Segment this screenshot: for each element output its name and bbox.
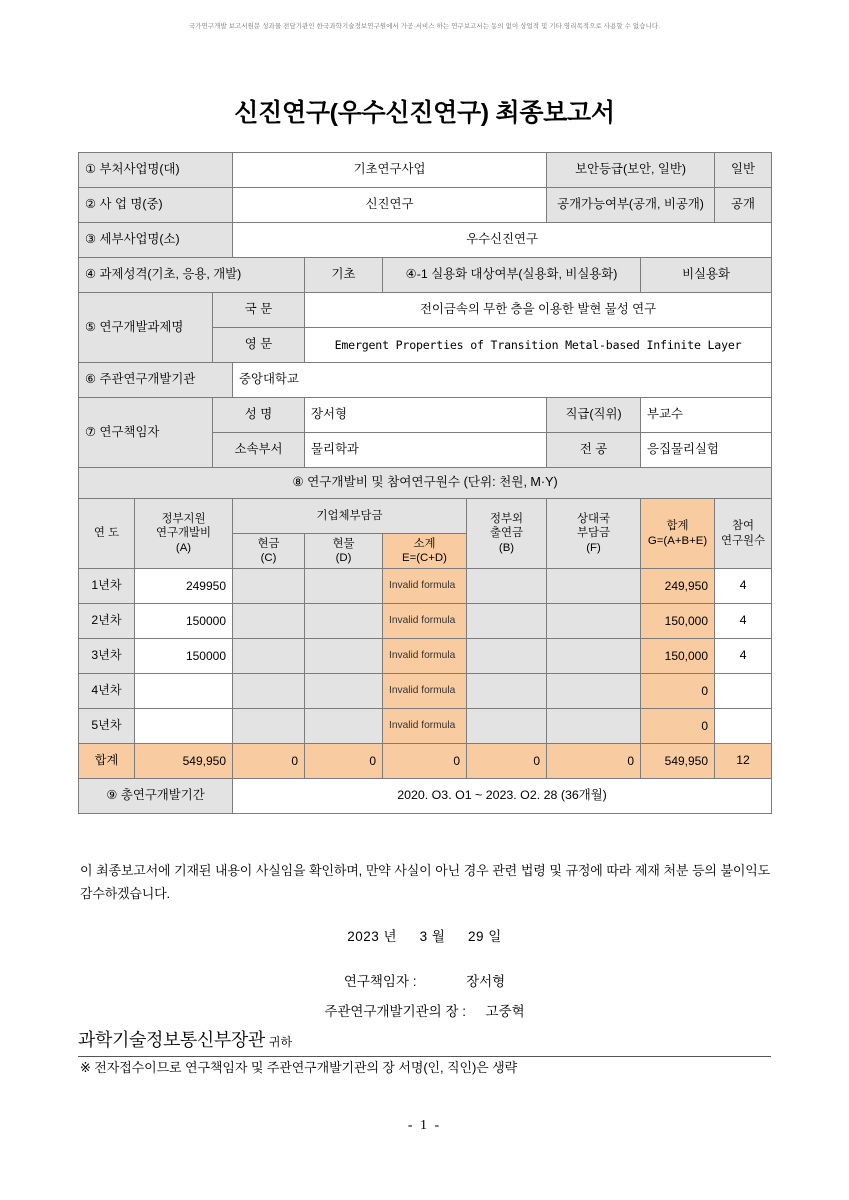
budget-header-cash: [233, 534, 305, 569]
budget-cell-subtotal: Invalid formula: [383, 639, 467, 674]
signature-pi-label: 연구책임자 :: [343, 974, 417, 989]
budget-total-researchers: 12: [715, 744, 772, 779]
label-pi-position: 직급(직위): [547, 398, 641, 433]
budget-header-inkind-line1: 현물: [332, 537, 355, 550]
budget-table-row: [79, 709, 772, 744]
value-pi-major: 응집물리실험: [641, 433, 772, 468]
signature-year-unit: 년: [383, 929, 398, 944]
label-principal-investigator: ⑦ 연구책임자: [79, 398, 213, 468]
budget-cell-subtotal: Invalid formula: [383, 604, 467, 639]
table-row-project-title-korean: [79, 293, 772, 328]
budget-header-nongov-line3: (B): [498, 541, 515, 554]
budget-cell-researchers: [715, 674, 772, 709]
budget-cell-total: 0: [641, 674, 715, 709]
signature-day: 29: [467, 929, 484, 944]
budget-total-row: [79, 744, 772, 779]
budget-cell-inkind: [305, 604, 383, 639]
budget-cell-nongov: [467, 639, 547, 674]
signature-month-unit: 월: [431, 929, 446, 944]
page-number: - 1 -: [407, 1118, 442, 1133]
label-english-title: 영 문: [213, 328, 305, 363]
value-host-organization: 중앙대학교: [233, 363, 772, 398]
footnote-text: ※ 전자접수이므로 연구책임자 및 주관연구개발기관의 장 서명(인, 직인)은 생략: [80, 1060, 518, 1075]
budget-table-row: [79, 569, 772, 604]
budget-cell-gov-fund: [135, 709, 233, 744]
budget-header-partner-line2: 부담금: [577, 527, 611, 540]
signature-day-unit: 일: [488, 929, 502, 944]
budget-cell-year: 4년차: [79, 674, 135, 709]
budget-header-partner-line3: (F): [586, 541, 601, 554]
budget-total-cash: 0: [233, 744, 305, 779]
budget-table-caption-row: [79, 468, 772, 499]
declaration-text: 이 최종보고서에 기재된 내용이 사실임을 확인하며, 만약 사실이 아닌 경우 관련 법령 및 규정에 따라 제재 처분 등의 불이익도 감수하겠습니다.: [80, 863, 770, 901]
budget-total-nongov: 0: [467, 744, 547, 779]
value-ministry-program: 기초연구사업: [233, 153, 547, 188]
budget-header-cash-line2: (C): [260, 552, 277, 564]
budget-cell-inkind: [305, 569, 383, 604]
table-row-ministry-program: [79, 153, 772, 188]
budget-cell-partner: [547, 674, 641, 709]
value-pi-department: 물리학과: [305, 433, 547, 468]
budget-cell-total: 0: [641, 709, 715, 744]
signature-org-head-label: 주관연구개발기관의 장 :: [324, 1004, 466, 1019]
addressee-block: [78, 1026, 771, 1057]
table-row-project-type: [79, 258, 772, 293]
label-disclosure: 공개가능여부(공개, 비공개): [547, 188, 715, 223]
budget-cell-nongov: [467, 604, 547, 639]
budget-cell-cash: [233, 569, 305, 604]
budget-header-cash-line1: 현금: [257, 537, 280, 550]
budget-cell-gov-fund: 249950: [135, 569, 233, 604]
signature-org-head-name: 고중혁: [485, 1004, 525, 1019]
budget-cell-cash: [233, 604, 305, 639]
budget-cell-nongov: [467, 709, 547, 744]
budget-cell-partner: [547, 639, 641, 674]
budget-cell-partner: [547, 569, 641, 604]
budget-header-total: [641, 499, 715, 569]
budget-header-subtotal: [383, 534, 467, 569]
table-row-program-name: [79, 188, 772, 223]
label-project-type: ④ 과제성격(기초, 응용, 개발): [79, 258, 305, 293]
value-commercialization: 비실용화: [641, 258, 772, 293]
label-commercialization: ④-1 실용화 대상여부(실용화, 비실용화): [383, 258, 641, 293]
budget-cell-gov-fund: 150000: [135, 639, 233, 674]
label-program-name: ② 사 업 명(중): [79, 188, 233, 223]
budget-cell-gov-fund: [135, 674, 233, 709]
budget-cell-year: 3년차: [79, 639, 135, 674]
budget-cell-subtotal: Invalid formula: [383, 709, 467, 744]
budget-header-nongov-line1: 정부외: [490, 513, 524, 526]
budget-header-inkind-line2: (D): [335, 552, 352, 564]
value-korean-title: 전이금속의 무한 층을 이용한 발현 물성 연구: [305, 293, 772, 328]
table-row-pi-name: [79, 398, 772, 433]
page-title: 신진연구(우수신진연구) 최종보고서: [234, 99, 615, 127]
value-research-period: 2020. O3. O1 ~ 2023. O2. 28 (36개월): [233, 779, 772, 814]
budget-cell-gov-fund: 150000: [135, 604, 233, 639]
budget-header-total-line2: G=(A+B+E): [647, 534, 708, 547]
budget-total-inkind: 0: [305, 744, 383, 779]
budget-cell-cash: [233, 639, 305, 674]
value-program-name: 신진연구: [233, 188, 547, 223]
table-row-research-period: [79, 779, 772, 814]
value-english-title: Emergent Properties of Transition Metal-based Infinite Layer: [305, 328, 772, 363]
budget-header-partner-line1: 상대국: [577, 513, 611, 526]
budget-header-subtotal-line2: E=(C+D): [402, 552, 447, 564]
value-security-grade: 일반: [715, 153, 772, 188]
budget-cell-nongov: [467, 674, 547, 709]
budget-cell-partner: [547, 709, 641, 744]
signature-principal-investigator: [0, 970, 849, 990]
budget-cell-researchers: [715, 709, 772, 744]
budget-header-company-group: 기업체부담금: [233, 499, 467, 534]
budget-table-row: [79, 674, 772, 709]
budget-header-row-1: [79, 499, 772, 534]
budget-cell-inkind: [305, 674, 383, 709]
signature-organization-head: [0, 1000, 849, 1020]
budget-cell-year: 2년차: [79, 604, 135, 639]
budget-header-inkind: [305, 534, 383, 569]
budget-total-subtotal: 0: [383, 744, 467, 779]
budget-header-researchers: [715, 499, 772, 569]
table-row-host-organization: [79, 363, 772, 398]
budget-cell-total: 150,000: [641, 639, 715, 674]
label-ministry-program: ① 부처사업명(대): [79, 153, 233, 188]
value-project-type: 기초: [305, 258, 383, 293]
budget-cell-year: 1년차: [79, 569, 135, 604]
label-korean-title: 국 문: [213, 293, 305, 328]
budget-cell-researchers: 4: [715, 639, 772, 674]
value-pi-position: 부교수: [641, 398, 772, 433]
budget-cell-inkind: [305, 639, 383, 674]
label-pi-major: 전 공: [547, 433, 641, 468]
budget-cell-total: 249,950: [641, 569, 715, 604]
budget-header-gov-fund-line1: 정부지원: [161, 513, 206, 526]
budget-cell-nongov: [467, 569, 547, 604]
signature-month: 3: [419, 929, 428, 944]
budget-header-total-line1: 합계: [666, 520, 689, 533]
label-host-organization: ⑥ 주관연구개발기관: [79, 363, 233, 398]
label-project-title: ⑤ 연구개발과제명: [79, 293, 213, 363]
budget-cell-subtotal: Invalid formula: [383, 674, 467, 709]
value-pi-name: 장서형: [305, 398, 547, 433]
budget-cell-cash: [233, 674, 305, 709]
budget-total-partner: 0: [547, 744, 641, 779]
label-security-grade: 보안등급(보안, 일반): [547, 153, 715, 188]
budget-table-row: [79, 604, 772, 639]
budget-total-label: 합계: [79, 744, 135, 779]
budget-table-row: [79, 639, 772, 674]
budget-cell-cash: [233, 709, 305, 744]
budget-total-grand: 549,950: [641, 744, 715, 779]
budget-cell-researchers: 4: [715, 569, 772, 604]
addressee-title: 과학기술정보통신부장관: [78, 1030, 265, 1050]
budget-header-subtotal-line1: 소계: [413, 537, 436, 550]
budget-cell-total: 150,000: [641, 604, 715, 639]
budget-header-nongov: [467, 499, 547, 569]
budget-cell-partner: [547, 604, 641, 639]
budget-caption: ⑧ 연구개발비 및 참여연구원수 (단위: 천원, M·Y): [79, 468, 772, 499]
value-subprogram-name: 우수신진연구: [233, 223, 772, 258]
budget-cell-year: 5년차: [79, 709, 135, 744]
label-research-period: ⑨ 총연구개발기간: [79, 779, 233, 814]
budget-cell-researchers: 4: [715, 604, 772, 639]
value-disclosure: 공개: [715, 188, 772, 223]
addressee-honorific: 귀하: [268, 1035, 293, 1049]
signature-pi-name: 장서형: [466, 974, 506, 989]
budget-header-gov-fund-line2: 연구개발비: [155, 527, 212, 540]
report-cover-table: [78, 152, 772, 814]
budget-header-gov-fund-line3: (A): [175, 541, 192, 554]
signature-date: [0, 925, 849, 945]
copyright-notice: 국가연구개발 보고서원문 성과물 전담기관인 한국과학기술정보연구원에서 가공·서비스 하는 연구보고서는 동의 없이 상업적 및 기타 영리목적으로 사용할 수 없습니다.: [188, 23, 661, 30]
budget-cell-inkind: [305, 709, 383, 744]
label-pi-name: 성 명: [213, 398, 305, 433]
label-pi-department: 소속부서: [213, 433, 305, 468]
budget-cell-subtotal: Invalid formula: [383, 569, 467, 604]
signature-year: 2023: [347, 929, 380, 944]
label-subprogram-name: ③ 세부사업명(소): [79, 223, 233, 258]
budget-total-gov-fund: 549,950: [135, 744, 233, 779]
budget-header-gov-fund: [135, 499, 233, 569]
budget-header-researchers-line1: 참여: [732, 520, 755, 533]
budget-header-nongov-line2: 출연금: [490, 527, 524, 540]
budget-header-year: 연 도: [79, 499, 135, 569]
table-row-subprogram-name: [79, 223, 772, 258]
budget-header-partner: [547, 499, 641, 569]
budget-header-researchers-line2: 연구원수: [721, 534, 766, 547]
